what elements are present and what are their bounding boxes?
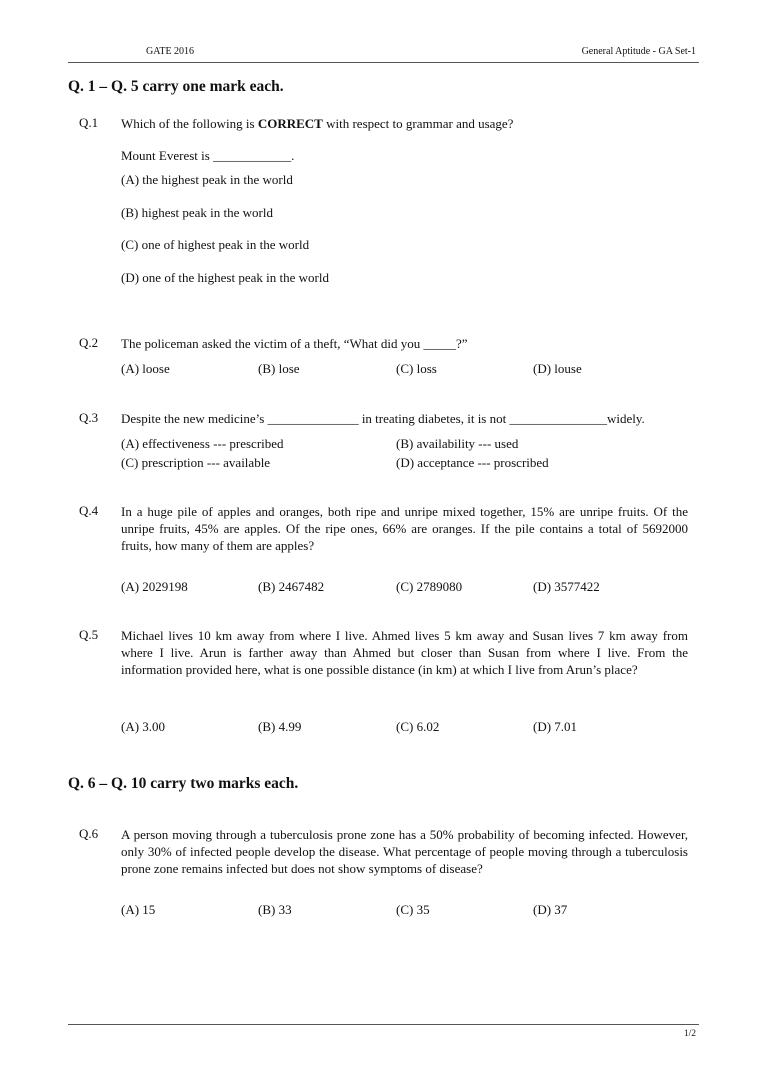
question-1-bold: CORRECT bbox=[257, 116, 323, 131]
question-text-3: Despite the new medicine’s ______________ in treating diabetes, it is not _______________widely. bbox=[121, 411, 645, 426]
q3-option-a: (A) effectiveness --- prescribed bbox=[121, 436, 284, 451]
question-number-1: Q.1 bbox=[79, 115, 99, 130]
question-1-pre: Which of the following is bbox=[121, 116, 258, 131]
section-heading-2: Q. 6 – Q. 10 carry two marks each. bbox=[68, 775, 299, 792]
q5-option-d: (D) 7.01 bbox=[533, 719, 578, 734]
q5-option-c: (C) 6.02 bbox=[396, 719, 440, 734]
question-text-1 bbox=[121, 115, 513, 132]
question-1-post: with respect to grammar and usage? bbox=[322, 116, 514, 131]
q2-option-a: (A) loose bbox=[121, 361, 170, 376]
q4-option-d: (D) 3577422 bbox=[533, 579, 600, 594]
section-heading-1: Q. 1 – Q. 5 carry one mark each. bbox=[68, 78, 284, 95]
q5-option-a: (A) 3.00 bbox=[121, 719, 166, 734]
q3-option-c: (C) prescription --- available bbox=[121, 455, 271, 470]
q2-option-d: (D) louse bbox=[533, 361, 582, 376]
q1-option-d: (D) one of the highest peak in the world bbox=[121, 270, 329, 285]
question-number-2: Q.2 bbox=[79, 335, 99, 350]
q6-option-d: (D) 37 bbox=[533, 902, 568, 917]
q3-option-b: (B) availability --- used bbox=[396, 436, 519, 451]
q1-option-c: (C) one of highest peak in the world bbox=[121, 237, 310, 252]
header-rule bbox=[68, 62, 699, 63]
q4-option-c: (C) 2789080 bbox=[396, 579, 463, 594]
question-text-5: Michael lives 10 km away from where I live. Ahmed lives 5 km away and Susan lives 7 km away from where I live. Arun is farther away than Ahmed but closer than Susan from where I live. From the information provided here, what is one possible distance (in km) at which I live from Arun’s place? bbox=[121, 628, 688, 677]
question-number-5: Q.5 bbox=[79, 627, 99, 642]
footer-rule bbox=[68, 1024, 699, 1025]
q6-option-c: (C) 35 bbox=[396, 902, 430, 917]
q1-option-b: (B) highest peak in the world bbox=[121, 205, 273, 220]
q4-option-a: (A) 2029198 bbox=[121, 579, 188, 594]
q1-option-a: (A) the highest peak in the world bbox=[121, 172, 293, 187]
q6-option-b: (B) 33 bbox=[258, 902, 292, 917]
header-exam-name: GATE 2016 bbox=[146, 46, 195, 57]
question-number-4: Q.4 bbox=[79, 503, 99, 518]
question-text-6: A person moving through a tuberculosis prone zone has a 50% probability of becoming infected. However, only 30% of infected people develop the disease. What percentage of people moving through a tuberculosis prone zone remains infected but does not show symptoms of disease? bbox=[121, 827, 688, 876]
question-text-4: In a huge pile of apples and oranges, both ripe and unripe mixed together, 15% are unripe fruits. Of the unripe fruits, 45% are apples. Of the ripe ones, 66% are oranges. If the pile contains a total of 5692000 fruits, how many of them are apples? bbox=[121, 504, 688, 553]
q6-option-a: (A) 15 bbox=[121, 902, 156, 917]
q5-option-b: (B) 4.99 bbox=[258, 719, 302, 734]
q3-option-d: (D) acceptance --- proscribed bbox=[396, 455, 549, 470]
question-text-2: The policeman asked the victim of a theft, “What did you _____?” bbox=[121, 336, 468, 351]
question-number-3: Q.3 bbox=[79, 410, 99, 425]
q4-option-b: (B) 2467482 bbox=[258, 579, 325, 594]
header-paper-name: General Aptitude - GA Set-1 bbox=[581, 46, 696, 57]
q2-option-b: (B) lose bbox=[258, 361, 300, 376]
question-1-prompt: Mount Everest is ____________. bbox=[121, 148, 295, 163]
q2-option-c: (C) loss bbox=[396, 361, 437, 376]
question-number-6: Q.6 bbox=[79, 826, 99, 841]
page-number: 1/2 bbox=[683, 1029, 696, 1039]
